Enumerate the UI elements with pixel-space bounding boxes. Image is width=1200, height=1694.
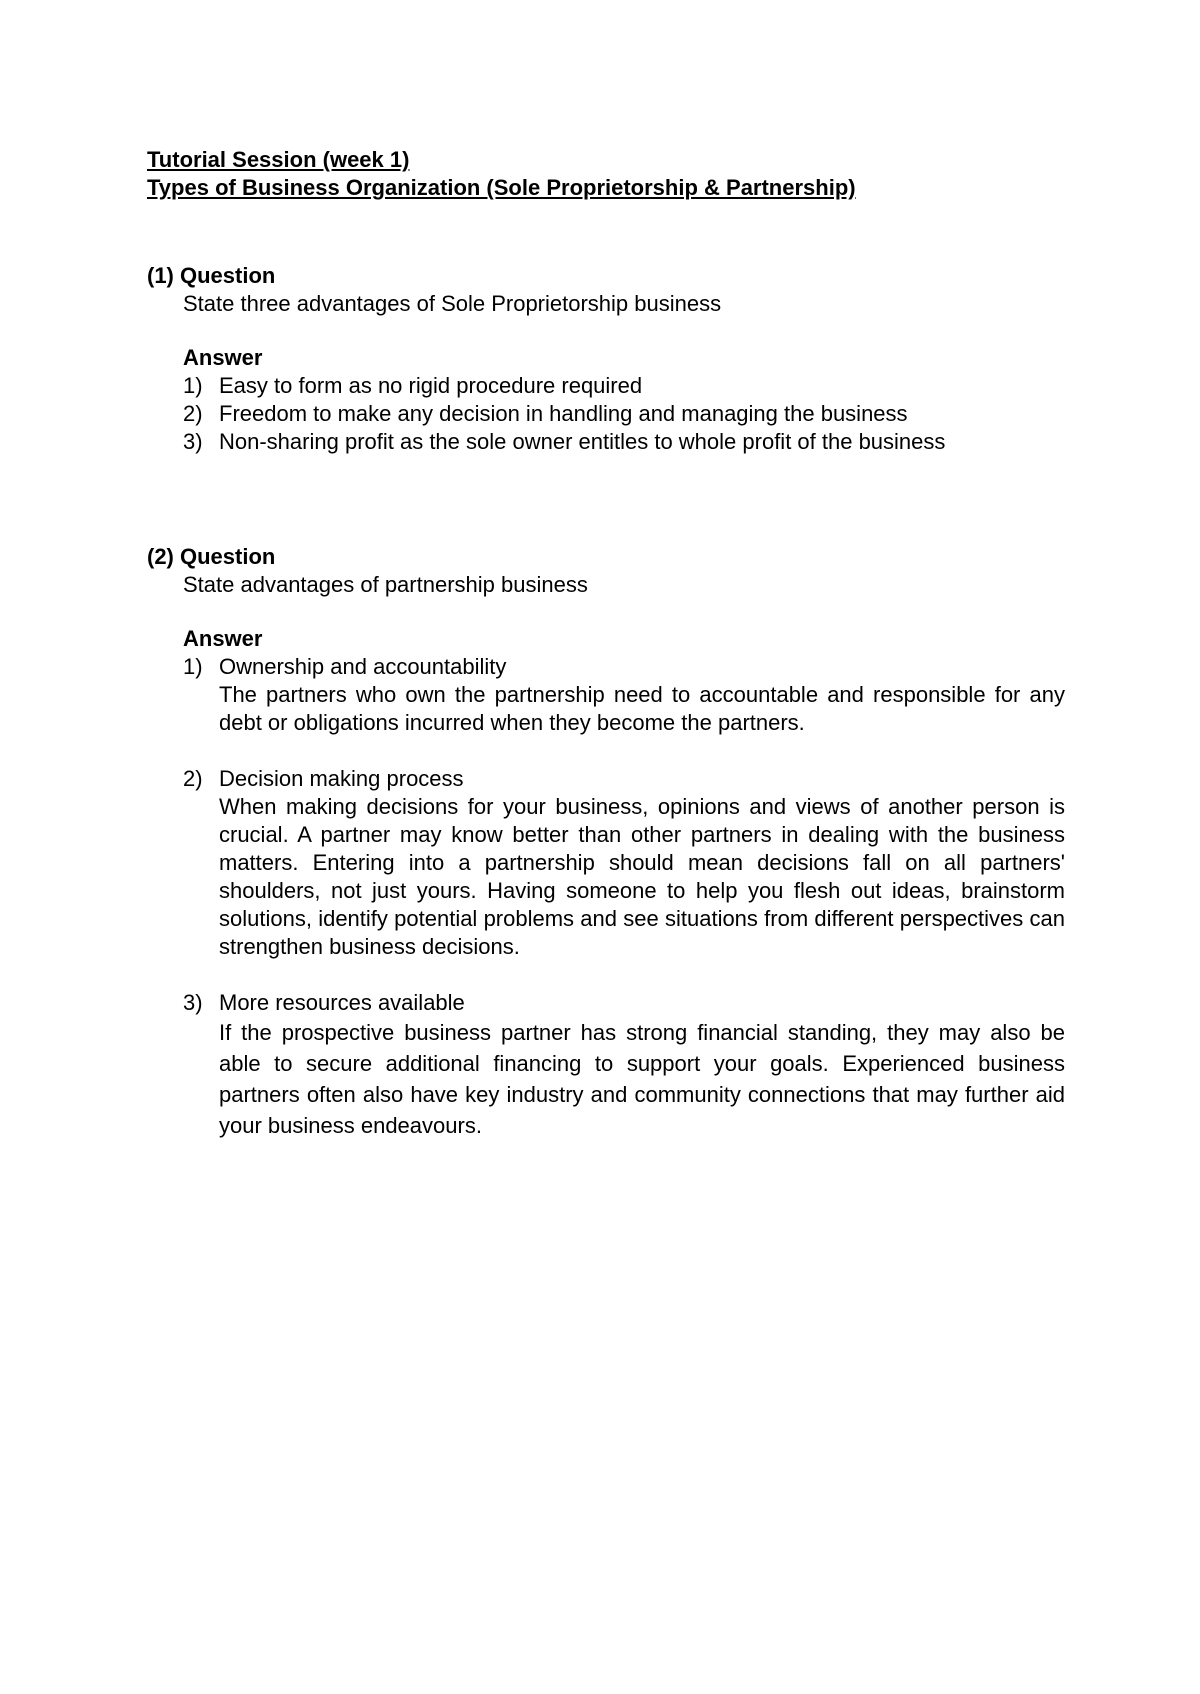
answer-2-item-1 <box>183 653 1067 737</box>
item-body: When making decisions for your business, opinions and views of another person is crucial. A partner may know better than other partners in dealing with the business matters. Entering into a partnership should mean decisions fall on all partners' shoulders, not just yours. Having someone to help you flesh out ideas, brainstorm solutions, identify potential problems and see situations from different perspectives can strengthen business decisions. <box>219 794 1065 959</box>
item-number: 2) <box>183 766 203 791</box>
answer-1-heading: Answer <box>183 345 263 370</box>
item-body: The partners who own the partnership need to accountable and responsible for any debt or obligations incurred when they become the partners. <box>219 682 1065 735</box>
answer-2-item-2 <box>183 765 1067 961</box>
item-title: More resources available <box>219 990 465 1015</box>
item-number: 3) <box>183 429 203 454</box>
answer-1-item-2 <box>183 400 1067 428</box>
question-2-heading: (2) Question <box>147 544 276 569</box>
item-number: 1) <box>183 654 203 679</box>
item-number: 2) <box>183 401 203 426</box>
question-1-section <box>147 262 1067 456</box>
question-2-section <box>147 543 1067 1141</box>
item-text: Easy to form as no rigid procedure required <box>219 373 643 398</box>
answer-1-item-3 <box>183 428 1067 456</box>
item-text: Freedom to make any decision in handling and managing the business <box>219 401 908 426</box>
answer-2-heading: Answer <box>183 626 263 651</box>
answer-1-item-1 <box>183 372 1067 400</box>
document-title: Tutorial Session (week 1) <box>147 147 410 172</box>
question-2-text: State advantages of partnership business <box>183 572 588 597</box>
item-body: If the prospective business partner has strong financial standing, they may also be able to secure additional financing to support your goals. Experienced business partners often also have key industry and community connections that may further aid your business endeavours. <box>219 1020 1065 1138</box>
item-number: 3) <box>183 990 203 1015</box>
question-1-heading: (1) Question <box>147 263 276 288</box>
item-number: 1) <box>183 373 203 398</box>
document-subtitle: Types of Business Organization (Sole Proprietorship & Partnership) <box>147 175 856 200</box>
item-text: Non-sharing profit as the sole owner entitles to whole profit of the business <box>219 429 946 454</box>
question-1-text: State three advantages of Sole Proprietorship business <box>183 291 722 316</box>
item-title: Decision making process <box>219 766 464 791</box>
item-title: Ownership and accountability <box>219 654 507 679</box>
answer-2-item-3 <box>183 989 1067 1141</box>
